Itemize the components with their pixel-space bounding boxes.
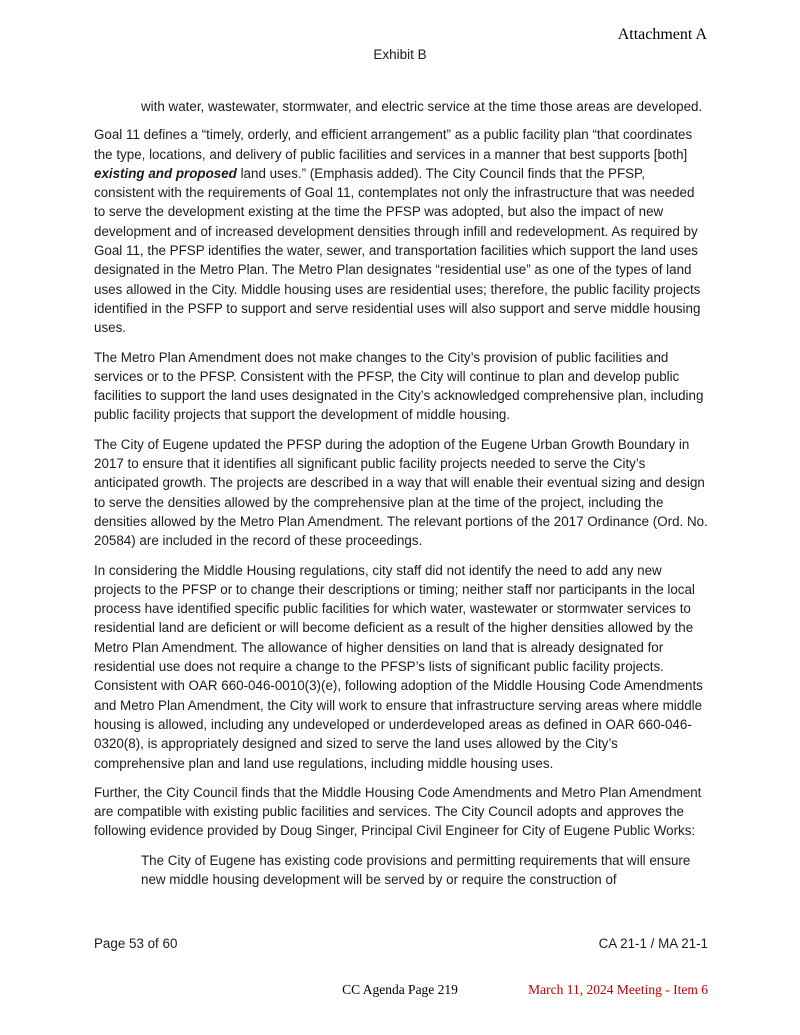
emphasized-text: existing and proposed: [94, 165, 237, 181]
page-number: Page 53 of 60: [94, 936, 178, 951]
paragraph-text-before-emphasis: Goal 11 defines a “timely, orderly, and efficient arrangement” as a public facility plan “that coordinates the type, locations, and delivery of public facilities and services in a manner that best supports [both]: [94, 127, 693, 162]
document-footer: [94, 936, 708, 951]
paragraph-text-after-emphasis: land uses.” (Emphasis added). The City Council finds that the PFSP, consistent with the requirements of Goal 11, contemplates not only the infrastructure that was needed to serve the development existing at the time the PFSP was adopted, but also the impact of new development and of increased development densities through infill and redevelopment. As required by Goal 11, the PFSP identifies the water, sewer, and transportation facilities which support the land uses designated in the Metro Plan. The Metro Plan designates “residential use” as one of the types of land uses allowed in the City. Middle housing uses are residential uses; therefore, the public facility projects identified in the PSFP to support and serve residential uses will also support and serve middle housing uses.: [94, 165, 701, 336]
meeting-info: March 11, 2024 Meeting - Item 6: [528, 982, 708, 997]
paragraph-goal11: [94, 125, 708, 337]
exhibit-label: Exhibit B: [373, 47, 427, 62]
paragraph-council-findings: Further, the City Council finds that the Middle Housing Code Amendments and Metro Plan Amendment are compatible with existing public facilities and services. The City Council adopts and approves the following evidence provided by Doug Singer, Principal Civil Engineer for City of Eugene Public Works:: [94, 784, 702, 839]
paragraph-middle-housing-regulations: In considering the Middle Housing regulations, city staff did not identify the need to add any new projects to the PFSP or to change their descriptions or timing; neither staff nor participants in the local process have identified specific public facilities for which water, wastewater or stormwater services to residential land are deficient or will become deficient as a result of the higher densities allowed by the Metro Plan Amendment. The allowance of higher densities on land that is already designated for residential use does not require a change to the PFSP’s lists of significant public facility projects. Consistent with OAR 660-046-0010(3)(e), following adoption of the Middle Housing Code Amendments and Metro Plan Amendment, the City will work to ensure that infrastructure serving areas where middle housing is allowed, including any undeveloped or underdeveloped areas as defined in OAR 660-046-0320(8), is appropriately designed and sized to serve the land uses allowed by the City’s comprehensive plan and land use regulations, including middle housing uses.: [94, 562, 703, 771]
paragraph-pfsp-update-2017: The City of Eugene updated the PFSP during the adoption of the Eugene Urban Growth Boundary in 2017 to ensure that it identifies all significant public facility projects needed to serve the City’s anticipated growth. The projects are described in a way that will enable their eventual sizing and design to serve the densities allowed by the comprehensive plan at the time of the project, including the densities allowed by the Metro Plan Amendment. The relevant portions of the 2017 Ordinance (Ord. No. 20584) are included in the record of these proceedings.: [94, 436, 708, 549]
agenda-footer: [0, 982, 800, 1002]
attachment-label: Attachment A: [617, 26, 707, 43]
quoted-paragraph-top: with water, wastewater, stormwater, and electric service at the time those areas are developed.: [141, 99, 703, 114]
document-body: [94, 97, 708, 898]
paragraph-metro-plan-amendment: The Metro Plan Amendment does not make changes to the City’s provision of public facilities and services or to the PFSP. Consistent with the PFSP, the City will continue to plan and develop public facilities to support the land uses designated in the City’s acknowledged comprehensive plan, including public facility projects that support the development of middle housing.: [94, 349, 704, 423]
quoted-paragraph-bottom: The City of Eugene has existing code provisions and permitting requirements that will ensure new middle housing development will be served by or require the construction of: [141, 852, 691, 887]
agenda-page-number: CC Agenda Page 219: [342, 982, 458, 997]
case-number: CA 21-1 / MA 21-1: [598, 936, 708, 951]
